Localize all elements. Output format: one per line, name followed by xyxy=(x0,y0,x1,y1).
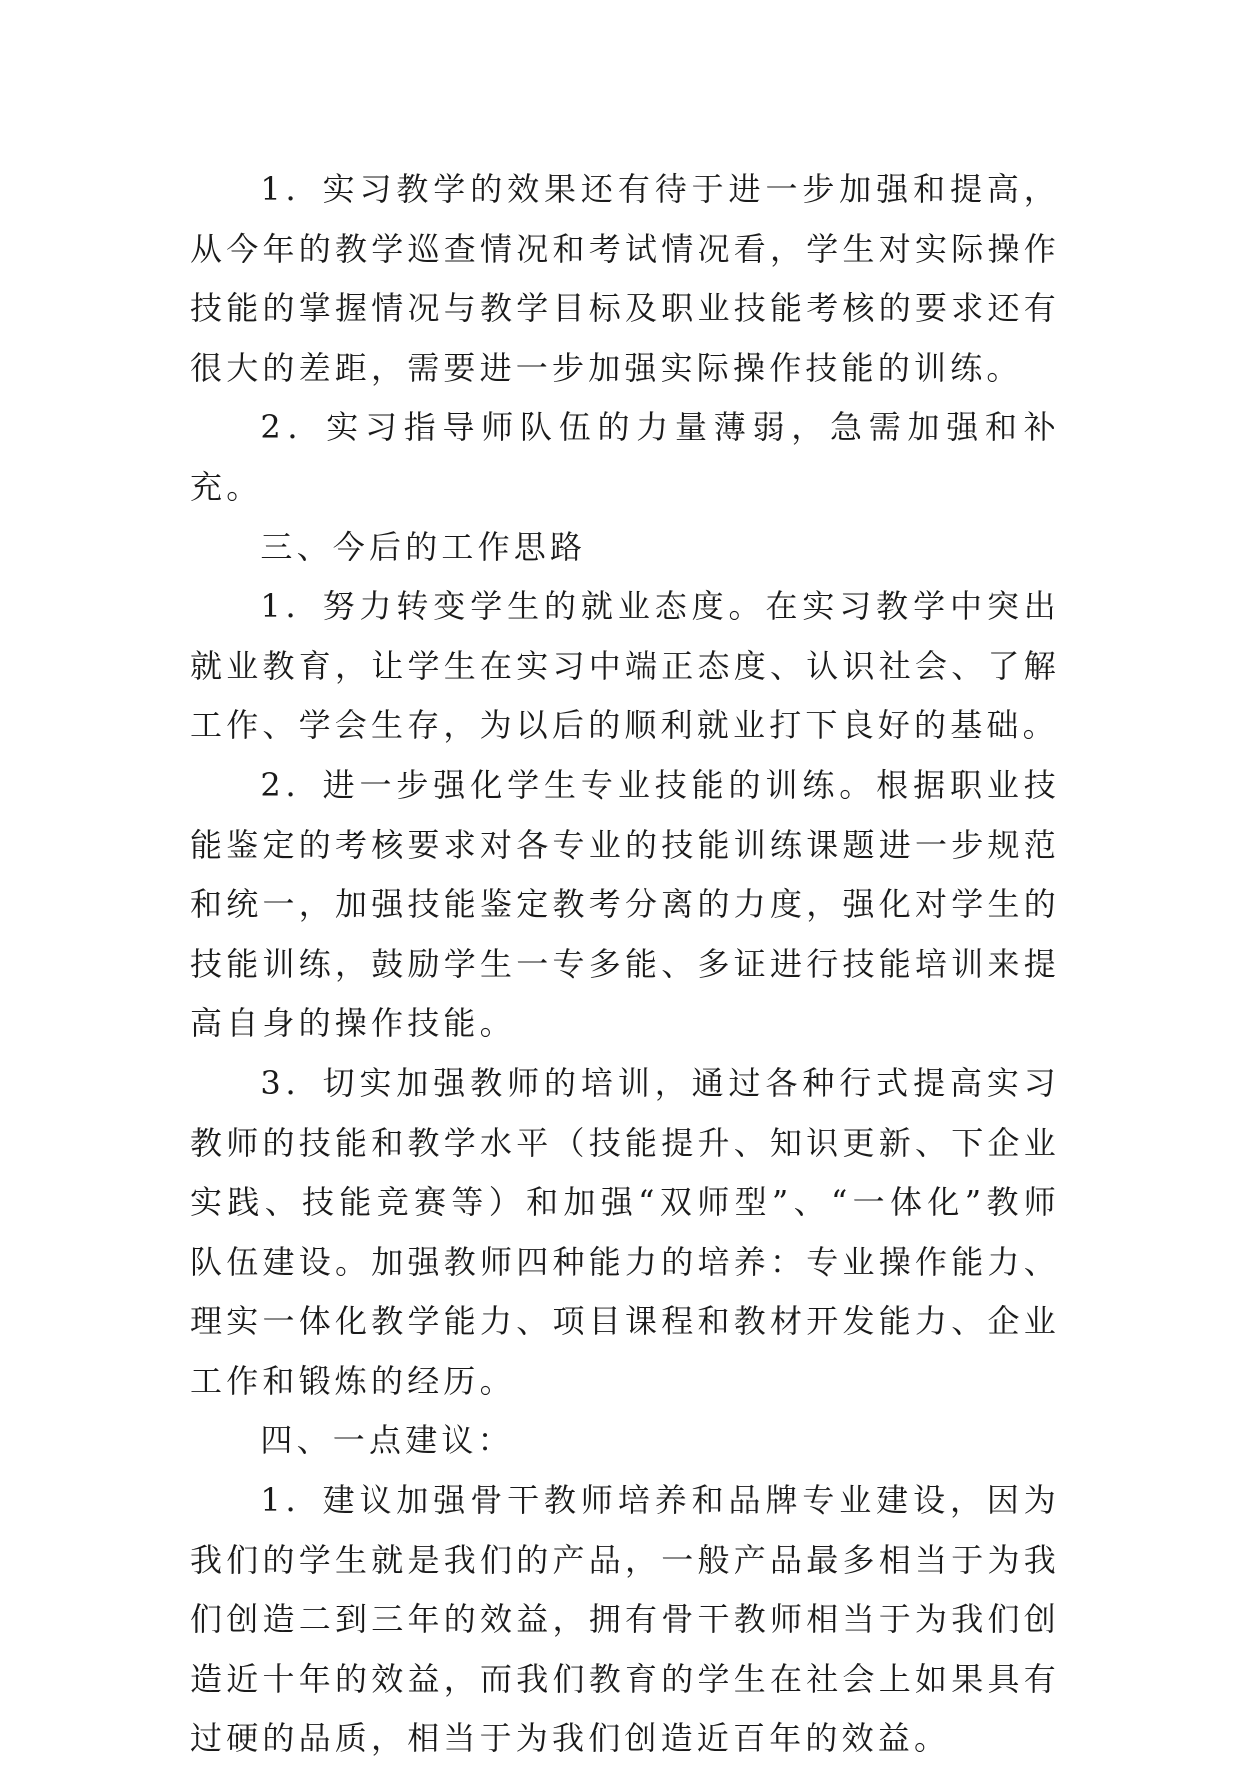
paragraph-key-teacher-suggestion: 1．建议加强骨干教师培养和品牌专业建设，因为我们的学生就是我们的产品，一般产品最多相当于为我们创造二到三年的效益，拥有骨干教师相当于为我们创造近十年的效益，而我们教育的学生在社会上如果具有过硬的品质，相当于为我们创造近百年的效益。 xyxy=(190,1481,1060,1758)
section-heading-suggestion: 四、一点建议： xyxy=(260,1421,514,1460)
paragraph-teacher-training: 3．切实加强教师的培训，通过各种行式提高实习教师的技能和教学水平（技能提升、知识更新、下企业实践、技能竞赛等）和加强“双师型”、“一体化”教师队伍建设。加强教师四种能力的培养：专业操作能力、理实一体化教学能力、项目课程和教材开发能力、企业工作和锻炼的经历。 xyxy=(190,1063,1060,1400)
paragraph-instructor-team: 2．实习指导师队伍的力量薄弱，急需加强和补充。 xyxy=(190,408,1060,506)
section-heading-future-plan: 三、今后的工作思路 xyxy=(260,527,587,566)
paragraph-employment-attitude: 1．努力转变学生的就业态度。在实习教学中突出就业教育，让学生在实习中端正态度、认识社会、了解工作、学会生存，为以后的顺利就业打下良好的基础。 xyxy=(190,587,1060,745)
paragraph-practice-effect: 1．实习教学的效果还有待于进一步加强和提高，从今年的教学巡查情况和考试情况看，学生对实际操作技能的掌握情况与教学目标及职业技能考核的要求还有很大的差距，需要进一步加强实际操作技能的训练。 xyxy=(190,170,1060,387)
paragraph-skill-training: 2．进一步强化学生专业技能的训练。根据职业技能鉴定的考核要求对各专业的技能训练课题进一步规范和统一，加强技能鉴定教考分离的力度，强化对学生的技能训练，鼓励学生一专多能、多证进行技能培训来提高自身的操作技能。 xyxy=(190,765,1060,1043)
document-body xyxy=(190,160,1060,1769)
